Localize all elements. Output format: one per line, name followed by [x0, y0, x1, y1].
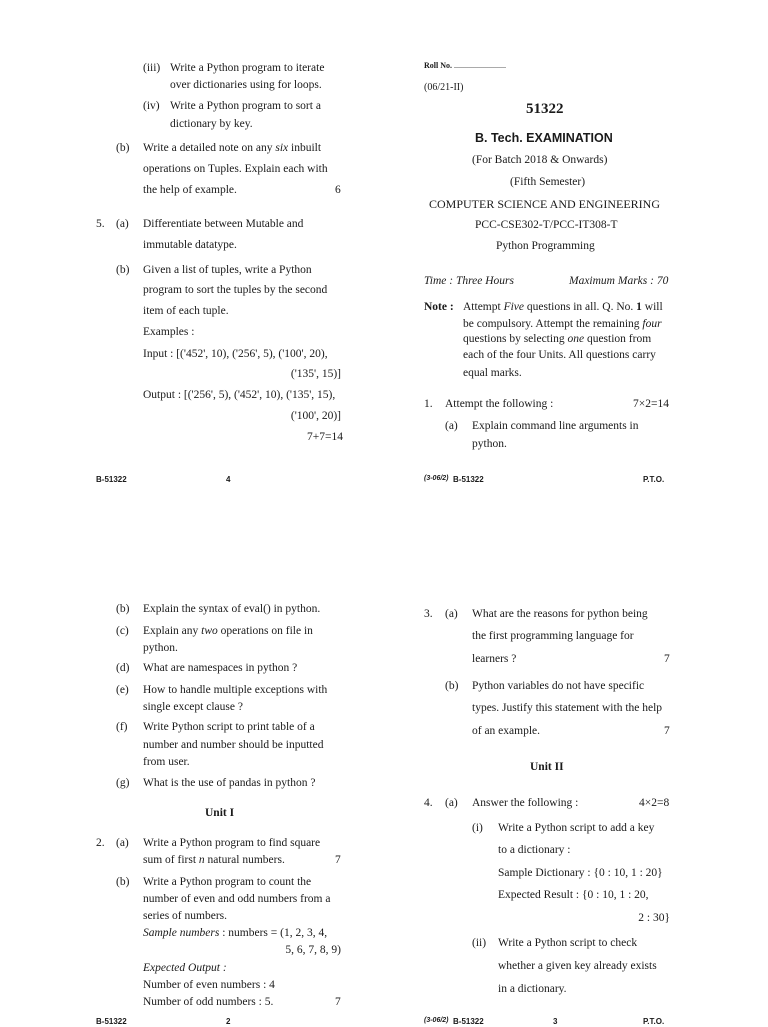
- question-text: Differentiate between Mutable and: [143, 218, 304, 230]
- example-input: ('135', 15)]: [290, 368, 341, 380]
- footer-page-number: 2: [226, 1017, 231, 1026]
- batch: (For Batch 2018 & Onwards): [472, 154, 608, 166]
- item-label: (a): [445, 797, 458, 809]
- footer-print-code: (3-06/2): [424, 475, 449, 482]
- question-text: program to sort the tuples by the second: [143, 284, 328, 296]
- example-input: Input : [('452', 10), ('256', 5), ('100', 20),: [143, 348, 328, 360]
- question-text: Python variables do not have specific: [472, 680, 645, 692]
- item-label: (d): [116, 662, 130, 674]
- time: Time : Three Hours: [424, 275, 514, 287]
- item-label: (b): [116, 142, 130, 154]
- question-number: 3.: [424, 608, 433, 620]
- footer-code: B-51322: [96, 1017, 127, 1026]
- expected-output: Number of even numbers : 4: [143, 979, 275, 991]
- footer-pto: P.T.O.: [643, 475, 665, 484]
- question-text: Explain any two operations on file in: [143, 625, 313, 637]
- sample-dictionary: Sample Dictionary : {0 : 10, 1 : 20}: [498, 867, 663, 879]
- question-text: number of even and odd numbers from a: [143, 893, 331, 905]
- question-text: python.: [143, 642, 178, 654]
- question-text: the first programming language for: [472, 630, 634, 642]
- item-label: (e): [116, 684, 129, 696]
- expected-result: 2 : 30}: [638, 912, 670, 924]
- question-text: in a dictionary.: [498, 983, 567, 995]
- question-text: Write a detailed note on any six inbuilt: [143, 142, 322, 154]
- item-label: (a): [116, 218, 129, 230]
- question-text: What are namespaces in python ?: [143, 662, 298, 674]
- session: (06/21-II): [424, 82, 464, 93]
- question-number: 1.: [424, 398, 433, 410]
- note-label: Note :: [424, 301, 454, 313]
- question-text: Examples :: [143, 326, 195, 338]
- footer-pto: P.T.O.: [643, 1017, 665, 1026]
- question-text: Given a list of tuples, write a Python: [143, 264, 312, 276]
- question-text: Write a Python program to find square: [143, 837, 321, 849]
- expected-result: Expected Result : {0 : 10, 1 : 20,: [498, 889, 649, 901]
- sample-numbers: Sample numbers : numbers = (1, 2, 3, 4,: [143, 927, 328, 939]
- expected-output: Expected Output :: [143, 962, 227, 974]
- footer-code: B-51322: [96, 475, 127, 484]
- marks: 7: [335, 996, 341, 1008]
- example-output: ('100', 20)]: [290, 410, 341, 422]
- question-text: from user.: [143, 756, 190, 768]
- footer-code: B-51322: [453, 475, 484, 484]
- question-text: the help of example.: [143, 184, 237, 196]
- footer-code: B-51322: [453, 1017, 484, 1026]
- question-text: item of each tuple.: [143, 305, 229, 317]
- question-number: 4.: [424, 797, 433, 809]
- note-text: be compulsory. Attempt the remaining four: [463, 318, 662, 330]
- question-text: Write a Python program to sort a: [170, 100, 321, 112]
- item-label: (a): [445, 420, 458, 432]
- question-text: number and number should be inputted: [143, 739, 324, 751]
- note-text: equal marks.: [463, 367, 522, 379]
- example-output: Output : [('256', 5), ('452', 10), ('135', 15),: [143, 389, 336, 401]
- marks: 7: [664, 653, 670, 665]
- item-label: (f): [116, 721, 128, 733]
- question-text: How to handle multiple exceptions with: [143, 684, 328, 696]
- question-text: immutable datatype.: [143, 239, 237, 251]
- item-label: (i): [472, 822, 483, 834]
- item-label: (b): [116, 264, 130, 276]
- semester: (Fifth Semester): [510, 176, 586, 188]
- question-text: of an example.: [472, 725, 541, 737]
- item-label: (ii): [472, 937, 487, 949]
- item-label: (b): [116, 876, 130, 888]
- question-text: Write Python script to print table of a: [143, 721, 315, 733]
- question-text: single except clause ?: [143, 701, 243, 713]
- footer-page-number: 4: [226, 475, 231, 484]
- item-label: (b): [116, 603, 130, 615]
- marks: 4×2=8: [639, 797, 670, 809]
- note-text: each of the four Units. All questions carry: [463, 349, 656, 361]
- question-text: over dictionaries using for loops.: [170, 79, 322, 91]
- question-text: python.: [472, 438, 507, 450]
- maximum-marks: Maximum Marks : 70: [569, 275, 669, 287]
- expected-output: Number of odd numbers : 5.: [143, 996, 274, 1008]
- question-text: series of numbers.: [143, 910, 227, 922]
- paper-code: 51322: [526, 101, 564, 117]
- course-code: PCC-CSE302-T/PCC-IT308-T: [475, 219, 618, 231]
- question-text: Write a Python program to count the: [143, 876, 312, 888]
- sample-numbers: 5, 6, 7, 8, 9): [285, 944, 341, 956]
- question-text: dictionary by key.: [170, 118, 253, 130]
- branch: COMPUTER SCIENCE AND ENGINEERING: [429, 197, 660, 211]
- item-label: (a): [116, 837, 129, 849]
- exam-title: B. Tech. EXAMINATION: [475, 131, 613, 145]
- question-number: 2.: [96, 837, 105, 849]
- note-text: Attempt Five questions in all. Q. No. 1 will: [463, 301, 663, 313]
- roll-number: Roll No. ..........................: [424, 61, 506, 70]
- item-label: (iii): [143, 62, 161, 74]
- question-text: Answer the following :: [472, 797, 579, 809]
- marks: 6: [335, 184, 341, 196]
- subject: Python Programming: [496, 240, 595, 252]
- question-text: types. Justify this statement with the help: [472, 702, 663, 714]
- question-text: Write a Python program to iterate: [170, 62, 325, 74]
- question-text: Write a Python script to check: [498, 937, 638, 949]
- question-text: sum of first n natural numbers.: [143, 854, 285, 866]
- question-text: to a dictionary :: [498, 844, 571, 856]
- question-text: Explain command line arguments in: [472, 420, 639, 432]
- marks: 7+7=14: [307, 431, 343, 443]
- question-text: learners ?: [472, 653, 517, 665]
- item-label: (g): [116, 777, 130, 789]
- question-text: What are the reasons for python being: [472, 608, 648, 620]
- question-text: Write a Python script to add a key: [498, 822, 655, 834]
- item-label: (iv): [143, 100, 160, 112]
- question-text: What is the use of pandas in python ?: [143, 777, 316, 789]
- marks: 7×2=14: [633, 398, 669, 410]
- unit-heading: Unit I: [205, 807, 235, 819]
- footer-print-code: (3-06/2): [424, 1017, 449, 1024]
- question-text: Explain the syntax of eval() in python.: [143, 603, 321, 615]
- note-text: questions by selecting one question from: [463, 333, 652, 345]
- question-number: 5.: [96, 218, 105, 230]
- item-label: (a): [445, 608, 458, 620]
- question-text: whether a given key already exists: [498, 960, 657, 972]
- footer-page-number: 3: [553, 1017, 558, 1026]
- question-text: operations on Tuples. Explain each with: [143, 163, 328, 175]
- item-label: (c): [116, 625, 129, 637]
- question-text: Attempt the following :: [445, 398, 554, 410]
- marks: 7: [664, 725, 670, 737]
- unit-heading: Unit II: [530, 761, 564, 773]
- item-label: (b): [445, 680, 459, 692]
- marks: 7: [335, 854, 341, 866]
